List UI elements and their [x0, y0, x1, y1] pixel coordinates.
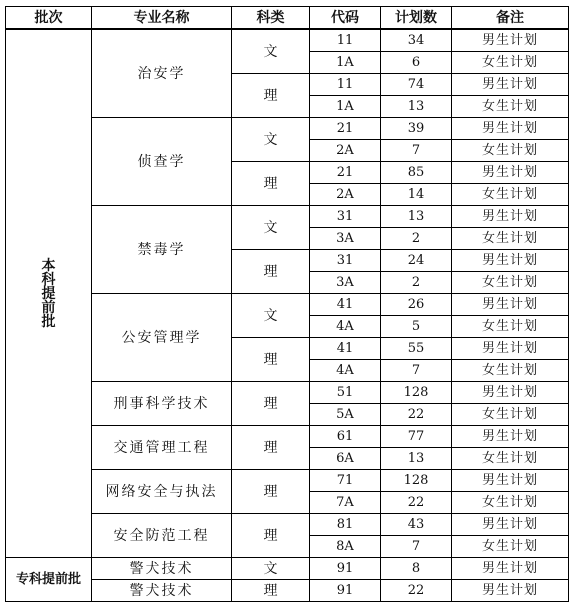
- plan-count-cell: 128: [381, 382, 452, 404]
- plan-count-cell: 2: [381, 272, 452, 294]
- code-cell: 1A: [310, 52, 381, 74]
- code-cell: 71: [310, 470, 381, 492]
- code-cell: 61: [310, 426, 381, 448]
- major-name-cell: 治安学: [92, 29, 232, 118]
- subject-cell: 文: [232, 294, 310, 338]
- plan-count-cell: 39: [381, 118, 452, 140]
- code-cell: 31: [310, 250, 381, 272]
- subject-cell: 理: [232, 426, 310, 470]
- code-cell: 3A: [310, 272, 381, 294]
- note-cell: 男生计划: [452, 426, 569, 448]
- plan-count-cell: 14: [381, 184, 452, 206]
- plan-count-cell: 55: [381, 338, 452, 360]
- note-cell: 男生计划: [452, 162, 569, 184]
- major-name-cell: 网络安全与执法: [92, 470, 232, 514]
- major-name-cell: 公安管理学: [92, 294, 232, 382]
- code-cell: 91: [310, 580, 381, 602]
- plan-count-cell: 77: [381, 426, 452, 448]
- subject-cell: 理: [232, 338, 310, 382]
- note-cell: 男生计划: [452, 74, 569, 96]
- code-cell: 21: [310, 118, 381, 140]
- subject-cell: 理: [232, 580, 310, 602]
- plan-count-cell: 13: [381, 206, 452, 228]
- plan-count-cell: 13: [381, 448, 452, 470]
- note-cell: 男生计划: [452, 118, 569, 140]
- batch-cell: [6, 29, 92, 558]
- note-cell: 男生计划: [452, 29, 569, 52]
- code-cell: 5A: [310, 404, 381, 426]
- code-cell: 11: [310, 29, 381, 52]
- plan-count-cell: 7: [381, 360, 452, 382]
- code-cell: 81: [310, 514, 381, 536]
- major-name-cell: 警犬技术: [92, 558, 232, 580]
- note-cell: 男生计划: [452, 250, 569, 272]
- subject-cell: 文: [232, 118, 310, 162]
- note-cell: 女生计划: [452, 96, 569, 118]
- note-cell: 女生计划: [452, 448, 569, 470]
- plan-count-cell: 22: [381, 492, 452, 514]
- subject-cell: 文: [232, 206, 310, 250]
- code-cell: 4A: [310, 360, 381, 382]
- note-cell: 男生计划: [452, 558, 569, 580]
- subject-cell: 文: [232, 558, 310, 580]
- major-name-cell: 侦查学: [92, 118, 232, 206]
- plan-count-cell: 22: [381, 580, 452, 602]
- note-cell: 女生计划: [452, 140, 569, 162]
- note-cell: 男生计划: [452, 382, 569, 404]
- code-cell: 3A: [310, 228, 381, 250]
- note-cell: 女生计划: [452, 272, 569, 294]
- table-row: [6, 29, 569, 52]
- code-cell: 21: [310, 162, 381, 184]
- major-name-cell: 禁毒学: [92, 206, 232, 294]
- header-subject: 科类: [232, 7, 310, 30]
- plan-count-cell: 43: [381, 514, 452, 536]
- code-cell: 51: [310, 382, 381, 404]
- major-name-cell: 安全防范工程: [92, 514, 232, 558]
- subject-cell: 理: [232, 470, 310, 514]
- batch-cell: 专科提前批: [6, 558, 92, 602]
- code-cell: 91: [310, 558, 381, 580]
- note-cell: 男生计划: [452, 338, 569, 360]
- note-cell: 女生计划: [452, 228, 569, 250]
- header-plan-count: 计划数: [381, 7, 452, 30]
- plan-count-cell: 26: [381, 294, 452, 316]
- note-cell: 男生计划: [452, 470, 569, 492]
- note-cell: 女生计划: [452, 52, 569, 74]
- note-cell: 女生计划: [452, 316, 569, 338]
- plan-count-cell: 24: [381, 250, 452, 272]
- plan-count-cell: 5: [381, 316, 452, 338]
- plan-count-cell: 7: [381, 140, 452, 162]
- code-cell: 11: [310, 74, 381, 96]
- code-cell: 41: [310, 338, 381, 360]
- code-cell: 4A: [310, 316, 381, 338]
- plan-count-cell: 74: [381, 74, 452, 96]
- plan-count-cell: 85: [381, 162, 452, 184]
- code-cell: 2A: [310, 140, 381, 162]
- major-name-cell: 警犬技术: [92, 580, 232, 602]
- subject-cell: 理: [232, 74, 310, 118]
- table-body: [6, 29, 569, 602]
- subject-cell: 理: [232, 162, 310, 206]
- table-header: [6, 7, 569, 30]
- code-cell: 6A: [310, 448, 381, 470]
- header-batch: 批次: [6, 7, 92, 30]
- header-major-name: 专业名称: [92, 7, 232, 30]
- note-cell: 女生计划: [452, 360, 569, 382]
- code-cell: 31: [310, 206, 381, 228]
- table-row: [6, 558, 569, 580]
- note-cell: 女生计划: [452, 184, 569, 206]
- note-cell: 女生计划: [452, 536, 569, 558]
- note-cell: 男生计划: [452, 294, 569, 316]
- subject-cell: 理: [232, 514, 310, 558]
- subject-cell: 理: [232, 250, 310, 294]
- plan-count-cell: 128: [381, 470, 452, 492]
- note-cell: 女生计划: [452, 404, 569, 426]
- note-cell: 女生计划: [452, 492, 569, 514]
- plan-count-cell: 34: [381, 29, 452, 52]
- batch-name: 本科提前批: [41, 257, 56, 330]
- header-note: 备注: [452, 7, 569, 30]
- major-name-cell: 交通管理工程: [92, 426, 232, 470]
- code-cell: 1A: [310, 96, 381, 118]
- note-cell: 男生计划: [452, 206, 569, 228]
- code-cell: 41: [310, 294, 381, 316]
- header-row: [6, 7, 569, 30]
- major-name-cell: 刑事科学技术: [92, 382, 232, 426]
- header-code: 代码: [310, 7, 381, 30]
- plan-count-cell: 8: [381, 558, 452, 580]
- plan-count-cell: 2: [381, 228, 452, 250]
- enrollment-plan-table: [5, 6, 569, 602]
- subject-cell: 文: [232, 29, 310, 74]
- subject-cell: 理: [232, 382, 310, 426]
- plan-count-cell: 13: [381, 96, 452, 118]
- note-cell: 男生计划: [452, 514, 569, 536]
- note-cell: 男生计划: [452, 580, 569, 602]
- code-cell: 8A: [310, 536, 381, 558]
- code-cell: 7A: [310, 492, 381, 514]
- plan-count-cell: 22: [381, 404, 452, 426]
- plan-count-cell: 6: [381, 52, 452, 74]
- plan-count-cell: 7: [381, 536, 452, 558]
- code-cell: 2A: [310, 184, 381, 206]
